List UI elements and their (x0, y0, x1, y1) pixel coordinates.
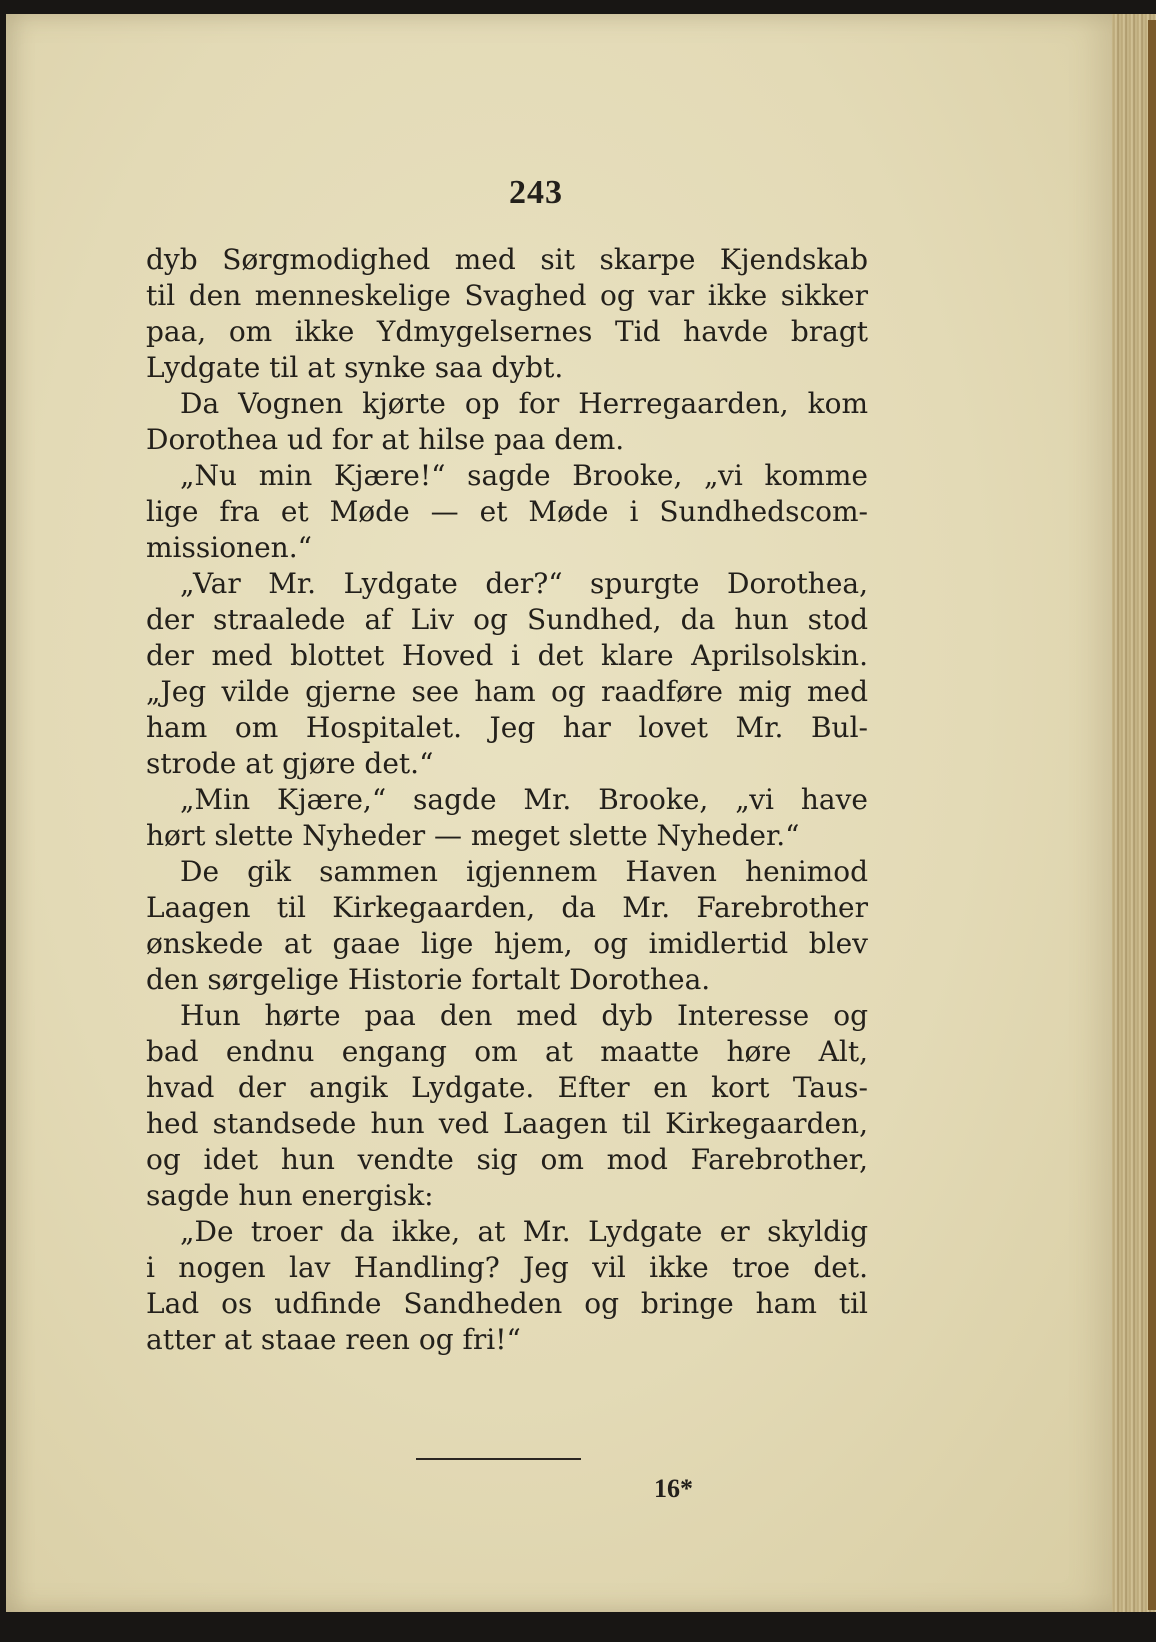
text-line: „Var Mr. Lydgate der?“ spurgte Dorothea, (180, 567, 868, 600)
text-line: „Jeg vilde gjerne see ham og raadføre mig med (146, 675, 868, 708)
text-line: Laagen til Kirkegaarden, da Mr. Farebrother (146, 891, 868, 924)
text-line: paa, om ikke Ydmygelsernes Tid havde bragt (146, 315, 868, 348)
text-line: Lydgate til at synke saa dybt. (146, 351, 564, 384)
book-spine-strip (1148, 20, 1156, 1610)
text-line: lige fra et Møde — et Møde i Sundhedscom- (146, 495, 868, 528)
footer-rule (416, 1458, 581, 1460)
text-line: Da Vognen kjørte op for Herregaarden, kom (180, 387, 868, 420)
text-line: Hun hørte paa den med dyb Interesse og (180, 999, 868, 1032)
text-line: hed standsede hun ved Laagen til Kirkegaarden, (146, 1107, 868, 1140)
text-line: strode at gjøre det.“ (146, 747, 434, 780)
text-line: hørt slette Nyheder — meget slette Nyheder.“ (146, 819, 800, 852)
text-line: ønskede at gaae lige hjem, og imidlertid blev (146, 927, 868, 960)
page-number: 243 (509, 174, 563, 211)
text-line: Dorothea ud for at hilse paa dem. (146, 423, 625, 456)
text-line: dyb Sørgmodighed med sit skarpe Kjendskab (146, 243, 868, 276)
text-line: den sørgelige Historie fortalt Dorothea. (146, 963, 711, 996)
text-line: De gik sammen igjennem Haven henimod (180, 855, 868, 888)
text-line: ham om Hospitalet. Jeg har lovet Mr. Bul- (146, 711, 868, 744)
text-line: der med blottet Hoved i det klare Aprilsolskin. (146, 639, 868, 672)
text-line: hvad der angik Lydgate. Efter en kort Taus- (146, 1071, 868, 1104)
printer-signature: 16* (654, 1474, 693, 1503)
text-line: og idet hun vendte sig om mod Farebrother, (146, 1143, 868, 1176)
text-line: bad endnu engang om at maatte høre Alt, (146, 1035, 868, 1068)
body-text (146, 242, 868, 1358)
text-line: der straalede af Liv og Sundhed, da hun stod (146, 603, 868, 636)
text-line: Lad os udfinde Sandheden og bringe ham til (146, 1287, 868, 1320)
book-page (6, 14, 1116, 1612)
text-line: atter at staae reen og fri!“ (146, 1323, 521, 1356)
text-line: sagde hun energisk: (146, 1179, 434, 1212)
text-line: „Nu min Kjære!“ sagde Brooke, „vi komme (180, 459, 868, 492)
text-line: i nogen lav Handling? Jeg vil ikke troe det. (146, 1251, 868, 1284)
text-line: „Min Kjære,“ sagde Mr. Brooke, „vi have (180, 783, 868, 816)
text-line: til den menneskelige Svaghed og var ikke sikker (146, 279, 868, 312)
text-line: missionen.“ (146, 531, 312, 564)
text-line: „De troer da ikke, at Mr. Lydgate er skyldig (180, 1215, 868, 1248)
